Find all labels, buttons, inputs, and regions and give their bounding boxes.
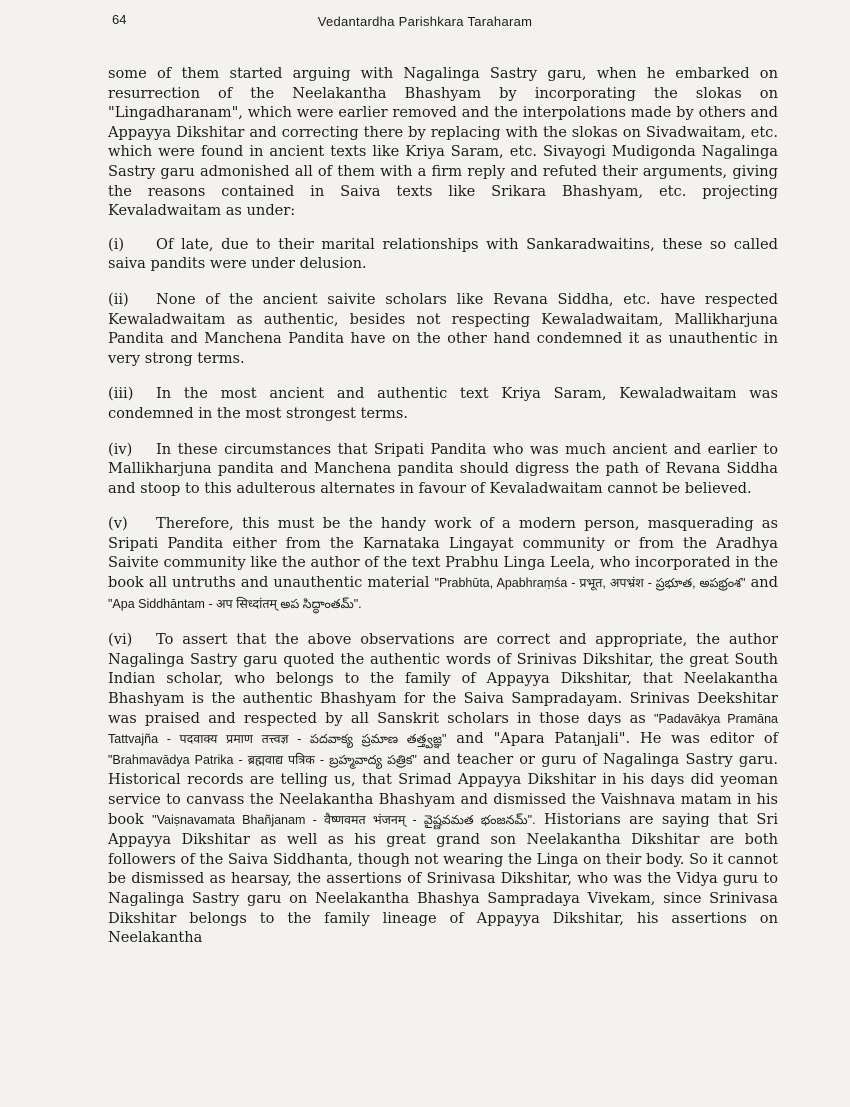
point-text: To assert that the above observations are correct and appropriate, the author Nagalinga Sastry garu quoted the authentic words of Srinivas Dikshitar, the great South Indian scholar, who belongs to the family of Appayya Dikshitar, that Neelakantha Bhashyam is the authentic Bhashyam for the Saiva Sampradayam. Srinivas Deekshitar was praised and respected by all Sanskrit scholars in those days as [108,631,778,727]
sanskrit-term: "Apa Siddhāntam - अप सिध्दांतम् అప సిద్ధాంతమ్". [108,596,362,611]
point-ii [108,290,778,368]
point-text: and teacher or guru of Nagalinga Sastry garu. Historical records are telling us, that Srimad Appayya Dikshitar in his days did yeoman service to canvass the Neelakantha Bhashyam and dismissed the Vaishnava matam in his book [108,750,778,828]
point-text: Therefore, this must be the handy work of a modern person, masquerading as Sripati Pandita either from the Karnataka Lingayat community or from the Aradhya Saivite community like the author of the text Prabhu Linga Leela, who incorporated in the book all untruths and unauthentic material [108,515,778,592]
point-i [108,235,778,274]
sanskrit-term: "Padavākya Pramāna Tattvajña - पदवाक्य प्रमाण तत्त्वज्ञ - పదవాక్య ప్రమాణ తత్త్వజ్ఞ" [108,711,779,747]
running-header-title: Vedantardha Parishkara Taraharam [317,14,533,29]
point-text: In the most ancient and authentic text Kriya Saram, Kewaladwaitam was condemned in the most strongest terms. [108,385,778,422]
sanskrit-term: "Prabhūta, Apabhraṃśa - प्रभूत, अपभ्रंश - ప్రభూత, అపభ్రంశ" [434,576,746,591]
page-body [108,64,778,964]
intro-paragraph: some of them started arguing with Nagalinga Sastry garu, when he embarked on resurrection of the Neelakantha Bhashyam by incorporating the slokas on "Lingadharanam", which were earlier removed and the interpolations made by others and Appayya Dikshitar and correcting there by replacing with the slokas on Sivadwaitam, etc. which were found in ancient texts like Kriya Saram, etc. Sivayogi Mudigonda Nagalinga Sastry garu admonished all of them with a firm reply and refuted their arguments, giving the reasons contained in Saiva texts like Srikara Bhashyam, etc. projecting Kevaladwaitam as under: [108,65,778,220]
point-vi [108,630,778,948]
point-text: "Apara Patanjali". He was editor of [493,730,779,748]
point-number: (ii) [108,290,129,308]
point-text: Of late, due to their marital relationships with Sankaradwaitins, these so called saiva pandits were under delusion. [108,235,778,273]
sanskrit-term: "Vaiṣnavamata Bhañjanam - वैष्णवमत भंजनम् - వైష్ణవమత భంజనమ్". [152,812,536,827]
point-number: (v) [108,515,128,533]
sanskrit-term: "Brahmavādya Patrika - ब्रह्मवाद्य पत्रिक - బ్రహ్మవాద్య పత్రిక" [108,752,417,767]
point-text: Historians are saying that Sri Appayya Dikshitar as well as his great grand son Neelakantha Dikshitar are both followers of the Saiva Siddhanta, though not wearing the Linga on their body. So it cannot be dismissed as hearsay, the assertions of Srinivasa Dikshitar, who was the Vidya guru to Nagalinga Sastry garu on Neelakantha Bhashya Sampradaya Vivekam, since Srinivasa Dikshitar belongs to the family lineage of Appayya Dikshitar, his assertions on Neelakantha [108,810,779,947]
point-iv [108,440,778,499]
point-number: (iii) [108,385,134,403]
point-text: None of the ancient saivite scholars like Revana Siddha, etc. have respected Kewaladwaitam as authentic, besides not respecting Kewaladwaitam, Mallikharjuna Pandita and Manchena Pandita have on the other hand condemned it as unauthentic in very strong terms. [108,290,778,367]
point-number: (i) [108,235,125,253]
point-v [108,514,778,614]
point-number: (vi) [108,631,133,649]
page-number: 64 [112,12,127,27]
connector-text: and [750,574,779,592]
point-text: In these circumstances that Sripati Pandita who was much ancient and earlier to Mallikharjuna pandita and Manchena pandita should digress the path of Revana Siddha and stoop to this adulterous alternates in favour of Kevaladwaitam cannot be believed. [108,440,778,497]
connector-text: and [456,730,484,748]
point-number: (iv) [108,440,133,458]
point-iii [108,384,778,423]
